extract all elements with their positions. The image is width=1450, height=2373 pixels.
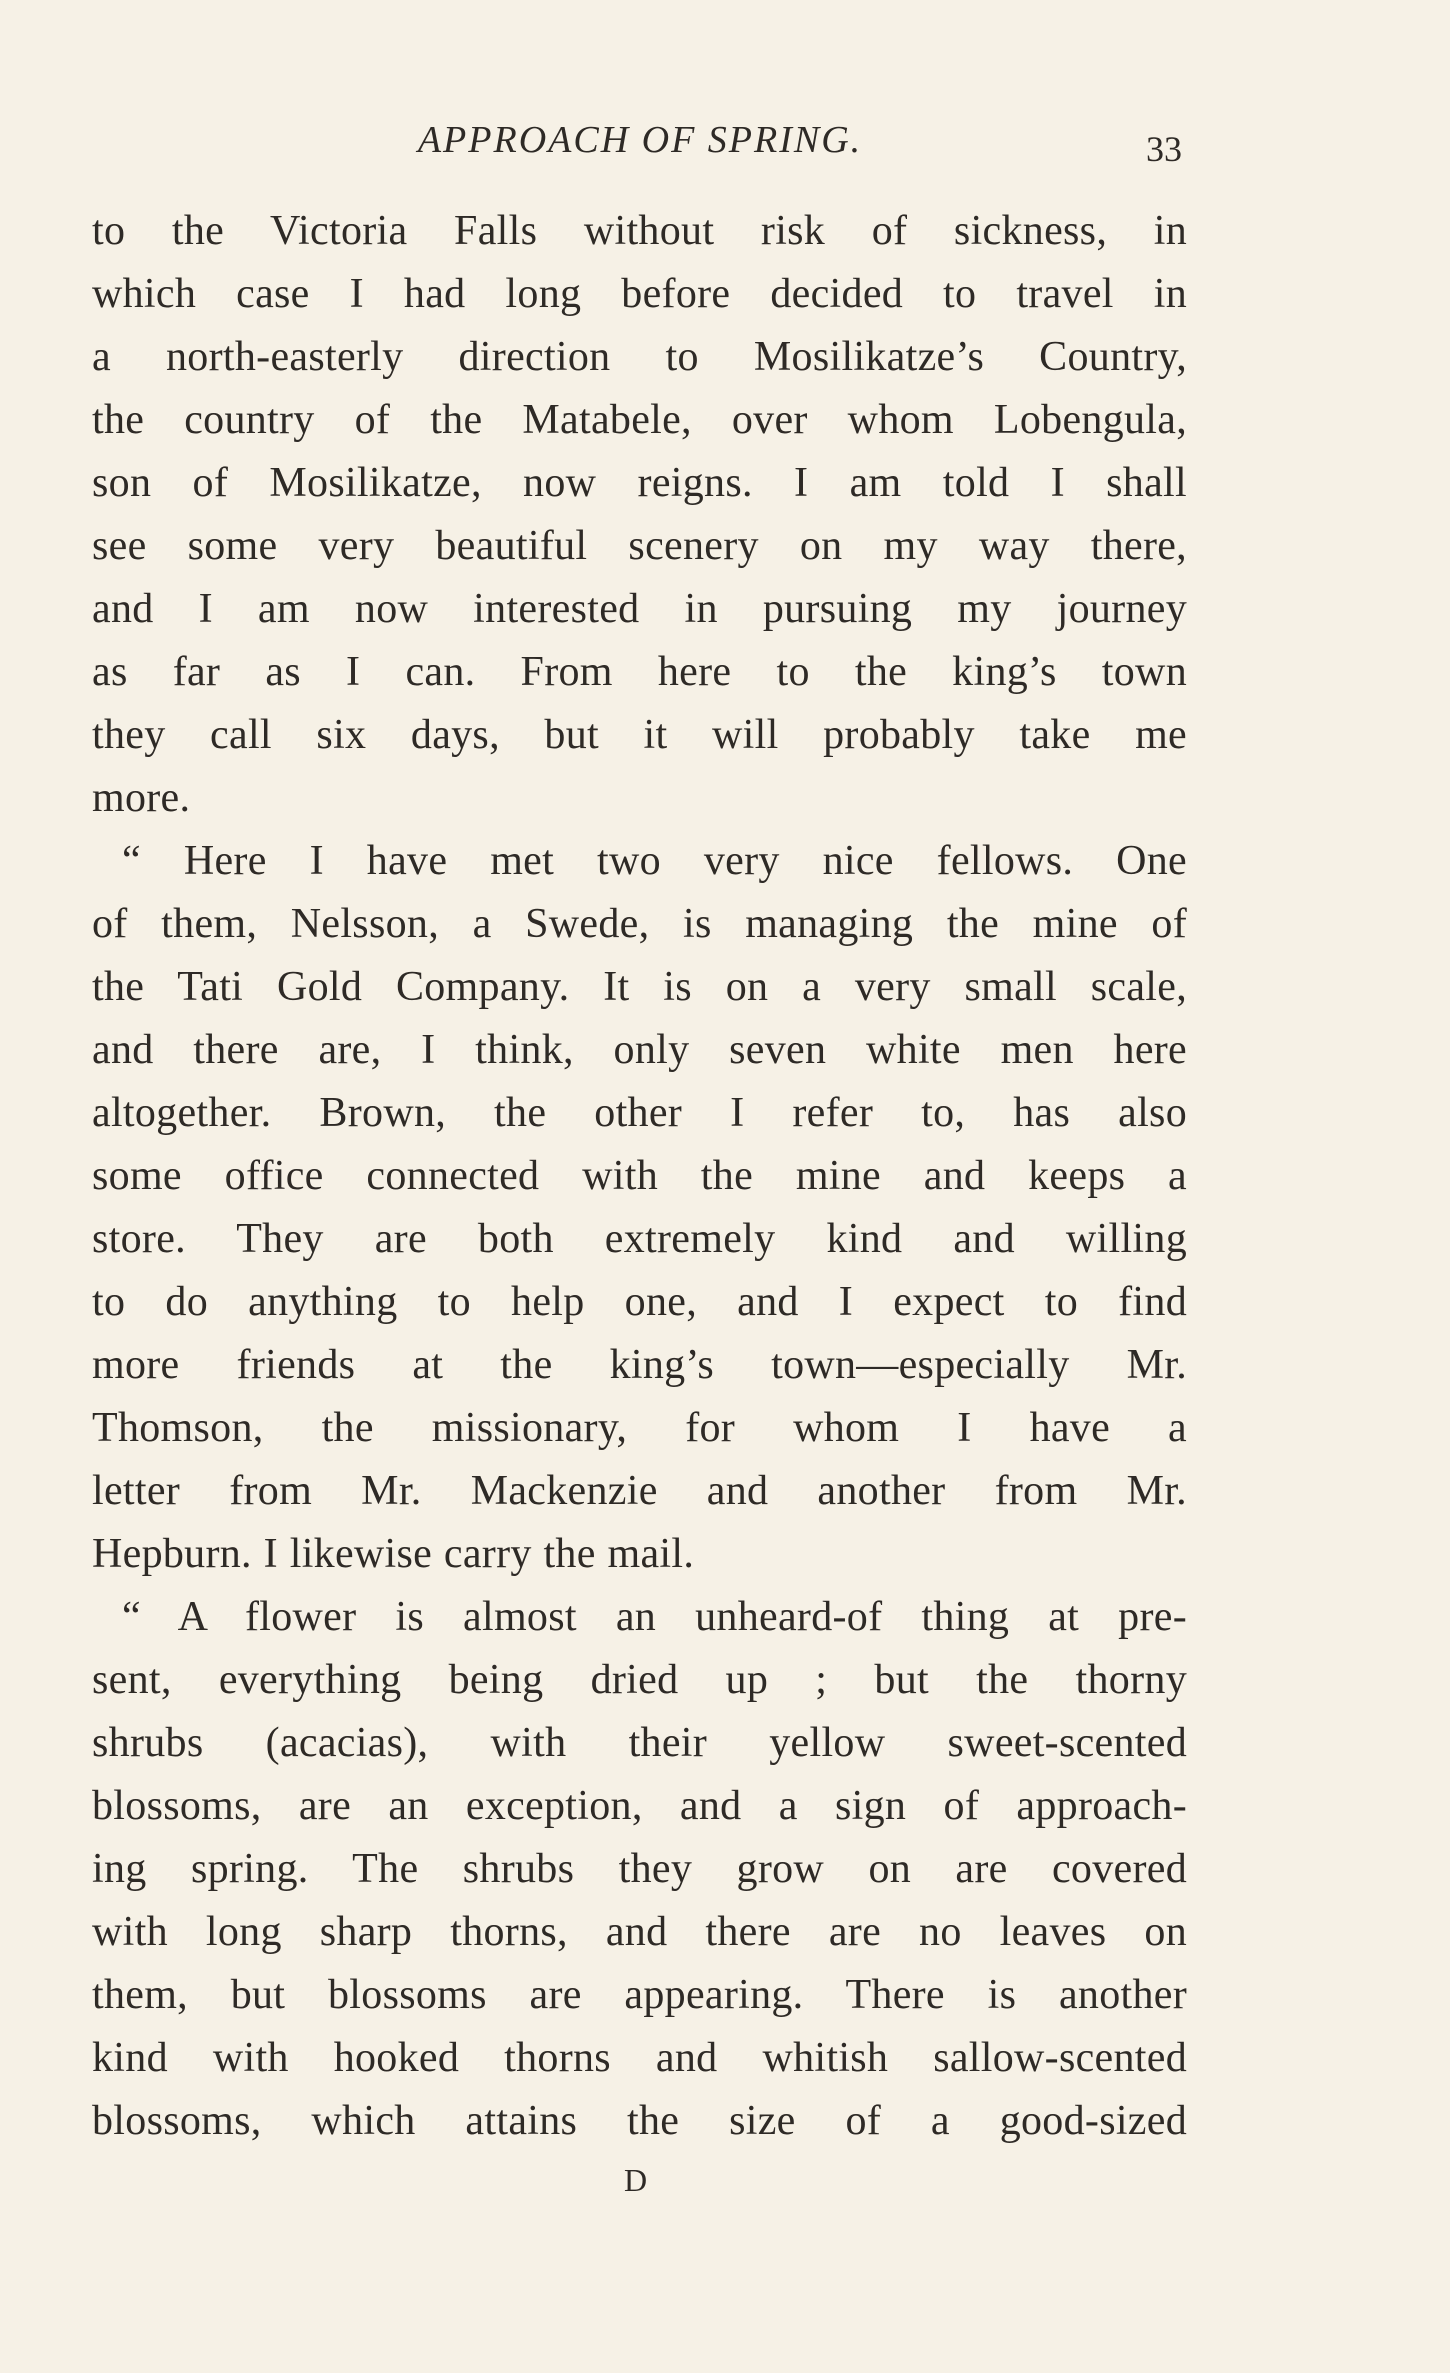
text-line: “ A flower is almost an unheard-of thing at pre-	[122, 1594, 1187, 1640]
text-line: a north-easterly direction to Mosilikatze’s Country,	[92, 334, 1187, 380]
text-line: letter from Mr. Mackenzie and another from Mr.	[92, 1468, 1187, 1514]
text-line: and I am now interested in pursuing my journey	[92, 586, 1187, 632]
text-line: the Tati Gold Company. It is on a very small scale,	[92, 964, 1187, 1010]
text-line: they call six days, but it will probably take me	[92, 712, 1187, 758]
text-line: the country of the Matabele, over whom Lobengula,	[92, 397, 1187, 443]
text-line: more.	[92, 775, 191, 821]
text-line: store. They are both extremely kind and willing	[92, 1216, 1187, 1262]
text-line: some office connected with the mine and keeps a	[92, 1153, 1187, 1199]
text-line: see some very beautiful scenery on my way there,	[92, 523, 1187, 569]
text-line: Thomson, the missionary, for whom I have a	[92, 1405, 1187, 1451]
text-line: as far as I can. From here to the king’s town	[92, 649, 1187, 695]
text-line: blossoms, are an exception, and a sign of approach-	[92, 1783, 1187, 1829]
text-line: son of Mosilikatze, now reigns. I am told I shall	[92, 460, 1187, 506]
text-line: and there are, I think, only seven white men here	[92, 1027, 1187, 1073]
text-line: more friends at the king’s town—especially Mr.	[92, 1342, 1187, 1388]
text-line: them, but blossoms are appearing. There is another	[92, 1972, 1187, 2018]
text-line: to do anything to help one, and I expect to find	[92, 1279, 1187, 1325]
text-line: shrubs (acacias), with their yellow sweet-scented	[92, 1720, 1187, 1766]
text-line: kind with hooked thorns and whitish sallow-scented	[92, 2035, 1187, 2081]
text-line: Hepburn. I likewise carry the mail.	[92, 1531, 695, 1577]
text-line: to the Victoria Falls without risk of sickness, in	[92, 208, 1187, 254]
text-line: with long sharp thorns, and there are no leaves on	[92, 1909, 1187, 1955]
text-line: “ Here I have met two very nice fellows. One	[122, 838, 1187, 884]
running-head-title: APPROACH OF SPRING.	[417, 119, 863, 161]
text-line: sent, everything being dried up ; but the thorny	[92, 1657, 1187, 1703]
text-line: which case I had long before decided to travel in	[92, 271, 1187, 317]
body-text	[92, 200, 1187, 2153]
signature-mark: D	[624, 2162, 649, 2198]
text-line: blossoms, which attains the size of a good-sized	[92, 2098, 1187, 2144]
text-line: of them, Nelsson, a Swede, is managing the mine of	[92, 901, 1187, 947]
page-number: 33	[1146, 129, 1182, 169]
text-line: altogether. Brown, the other I refer to, has also	[92, 1090, 1187, 1136]
text-line: ing spring. The shrubs they grow on are covered	[92, 1846, 1187, 1892]
